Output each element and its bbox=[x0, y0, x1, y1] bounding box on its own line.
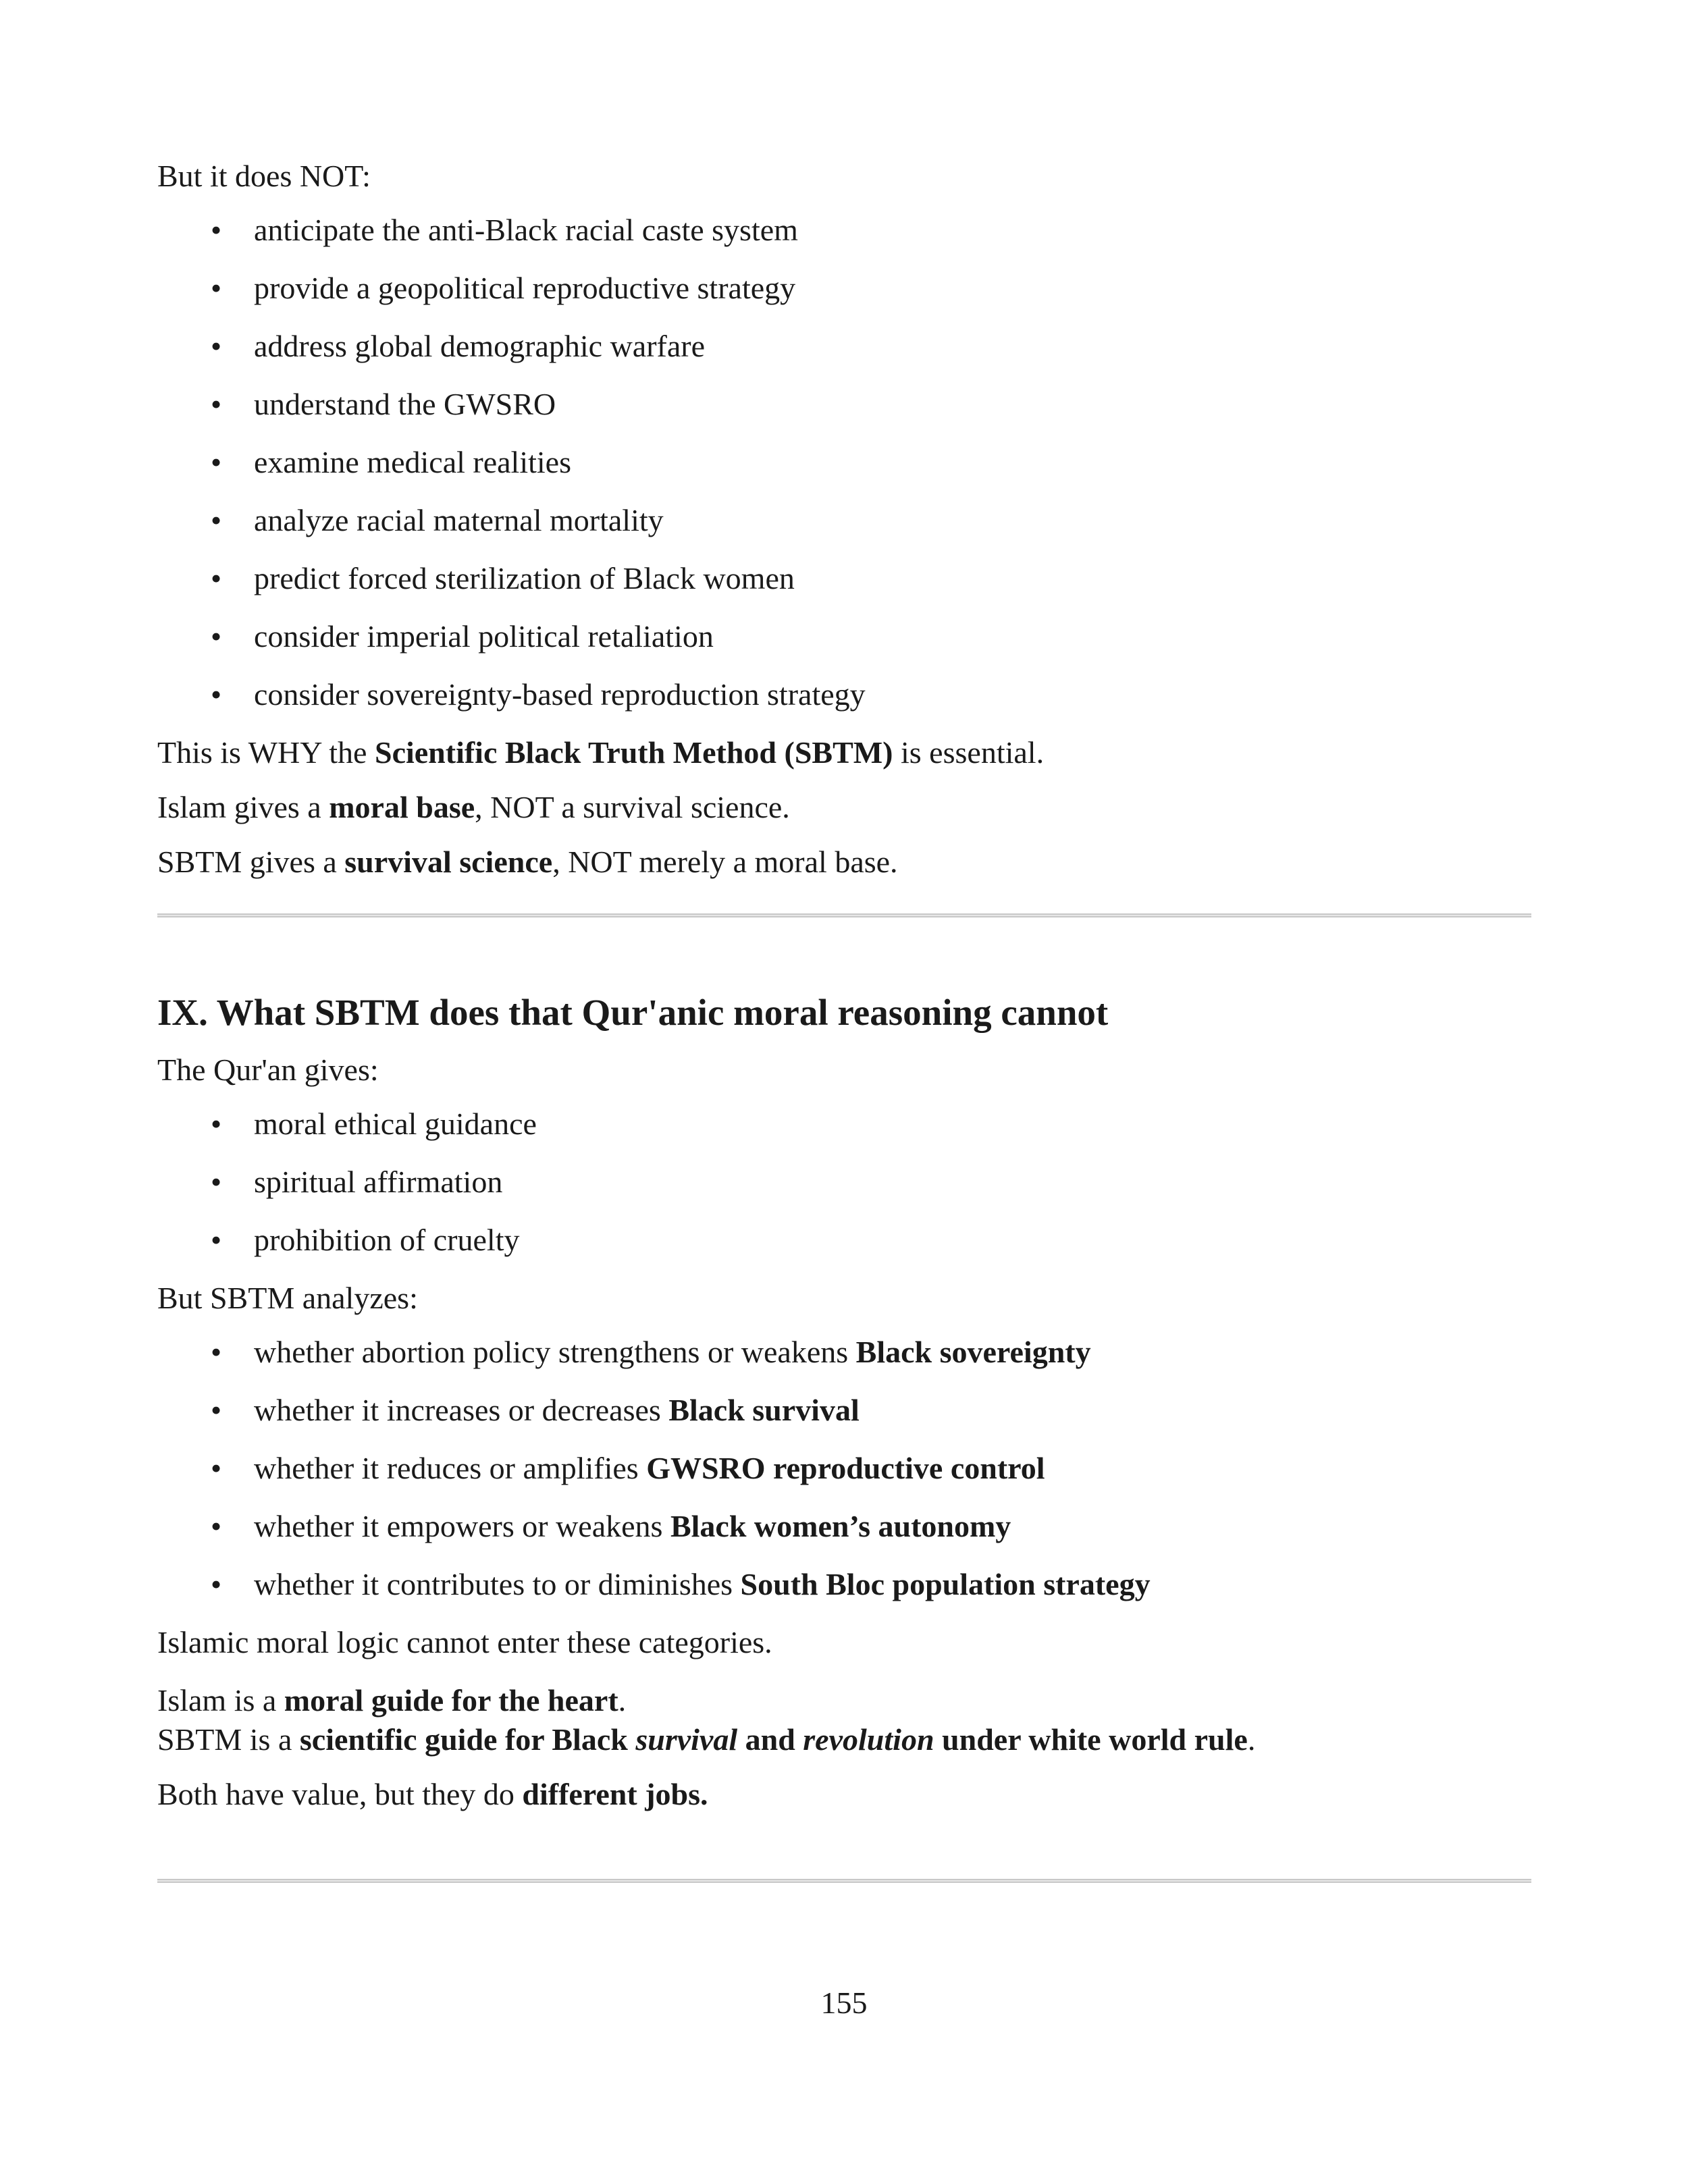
bold-text: moral base bbox=[329, 790, 475, 824]
bullet-icon: • bbox=[211, 271, 222, 305]
text-run: is essential. bbox=[893, 735, 1045, 770]
horizontal-divider bbox=[157, 1879, 1531, 1883]
intro-line bbox=[157, 157, 371, 195]
list-item-text bbox=[254, 1391, 860, 1429]
text-run: Islam gives a bbox=[157, 790, 329, 824]
page-number: 155 bbox=[820, 1986, 868, 2020]
bullet-icon: • bbox=[211, 387, 222, 421]
bullet-icon: • bbox=[211, 1223, 222, 1257]
list-item-text: consider sovereignty-based reproduction strategy bbox=[254, 677, 866, 712]
bullet-icon: • bbox=[211, 677, 222, 712]
bold-text: South Bloc population strategy bbox=[740, 1567, 1151, 1601]
text-run: Islamic moral logic cannot enter these categories. bbox=[157, 1625, 772, 1659]
bold-text: GWSRO reproductive control bbox=[646, 1451, 1045, 1485]
bullet-icon: • bbox=[211, 1567, 222, 1601]
bullet-icon: • bbox=[211, 1393, 222, 1427]
bold-text: under white world rule bbox=[934, 1722, 1248, 1757]
text-run: whether it reduces or amplifies bbox=[254, 1451, 647, 1485]
text-run: . bbox=[1247, 1722, 1256, 1757]
list-item-text bbox=[254, 1449, 1045, 1487]
list-item-text: analyze racial maternal mortality bbox=[254, 503, 664, 537]
intro-line bbox=[157, 1279, 418, 1317]
bold-italic-text: revolution bbox=[803, 1722, 934, 1757]
list-item-text: consider imperial political retaliation bbox=[254, 619, 714, 654]
bold-text: Black sovereignty bbox=[855, 1335, 1091, 1369]
bullet-icon: • bbox=[211, 213, 222, 247]
bold-text: Scientific Black Truth Method (SBTM) bbox=[374, 735, 893, 770]
section-heading: IX. What SBTM does that Qur'anic moral reasoning cannot bbox=[157, 992, 1109, 1033]
text-run: , NOT a survival science. bbox=[475, 790, 790, 824]
bold-text: Black survival bbox=[668, 1393, 860, 1427]
paragraph bbox=[157, 1624, 772, 1661]
paragraph bbox=[157, 789, 790, 826]
text-run: Both have value, but they do bbox=[157, 1777, 523, 1811]
bold-text: scientific guide for Black bbox=[299, 1722, 636, 1757]
bullet-icon: • bbox=[211, 561, 222, 595]
bullet-icon: • bbox=[211, 1451, 222, 1485]
bold-italic-text: survival bbox=[635, 1722, 738, 1757]
bold-text: and bbox=[737, 1722, 803, 1757]
text-run: whether it increases or decreases bbox=[254, 1393, 669, 1427]
text-run: whether it empowers or weakens bbox=[254, 1509, 670, 1543]
list-item-text: examine medical realities bbox=[254, 445, 571, 479]
list-item-text: spiritual affirmation bbox=[254, 1165, 503, 1199]
list-item-text: anticipate the anti-Black racial caste system bbox=[254, 213, 798, 247]
text-run: , NOT merely a moral base. bbox=[552, 845, 898, 879]
list-item-text bbox=[254, 1333, 1091, 1371]
horizontal-divider bbox=[157, 913, 1531, 917]
bullet-icon: • bbox=[211, 445, 222, 479]
text-run: Islam is a bbox=[157, 1683, 284, 1717]
intro-text: But it does NOT: bbox=[157, 159, 371, 193]
text-run: SBTM gives a bbox=[157, 845, 345, 879]
bullet-icon: • bbox=[211, 329, 222, 363]
list-item-text: prohibition of cruelty bbox=[254, 1223, 520, 1257]
paragraph bbox=[157, 1776, 708, 1813]
intro-line bbox=[157, 1051, 379, 1089]
list-item-text bbox=[254, 1508, 1011, 1545]
paragraph bbox=[157, 734, 1044, 772]
intro-text: The Qur'an gives: bbox=[157, 1053, 379, 1087]
list-item-text: address global demographic warfare bbox=[254, 329, 705, 363]
paragraph bbox=[157, 843, 898, 881]
bullet-icon: • bbox=[211, 503, 222, 537]
bold-text: different jobs. bbox=[522, 1777, 708, 1811]
bold-text: moral guide for the heart bbox=[284, 1683, 618, 1717]
list-item-text: provide a geopolitical reproductive strategy bbox=[254, 271, 796, 305]
bullet-icon: • bbox=[211, 1335, 222, 1369]
text-run: SBTM is a bbox=[157, 1722, 300, 1757]
text-run: . bbox=[618, 1683, 627, 1717]
text-run: whether abortion policy strengthens or weakens bbox=[254, 1335, 856, 1369]
text-run: This is WHY the bbox=[157, 735, 375, 770]
text-run: whether it contributes to or diminishes bbox=[254, 1567, 741, 1601]
bullet-icon: • bbox=[211, 1165, 222, 1199]
list-item-text: moral ethical guidance bbox=[254, 1107, 537, 1141]
bullet-icon: • bbox=[211, 1509, 222, 1543]
bold-text: survival science bbox=[344, 845, 553, 879]
bullet-icon: • bbox=[211, 619, 222, 654]
bold-text: Black women’s autonomy bbox=[670, 1509, 1011, 1543]
bullet-icon: • bbox=[211, 1107, 222, 1141]
list-item-text: understand the GWSRO bbox=[254, 387, 556, 421]
paragraph bbox=[157, 1721, 1255, 1759]
intro-text: But SBTM analyzes: bbox=[157, 1281, 418, 1315]
list-item-text: predict forced sterilization of Black women bbox=[254, 561, 795, 595]
paragraph bbox=[157, 1682, 626, 1720]
list-item-text bbox=[254, 1566, 1151, 1603]
